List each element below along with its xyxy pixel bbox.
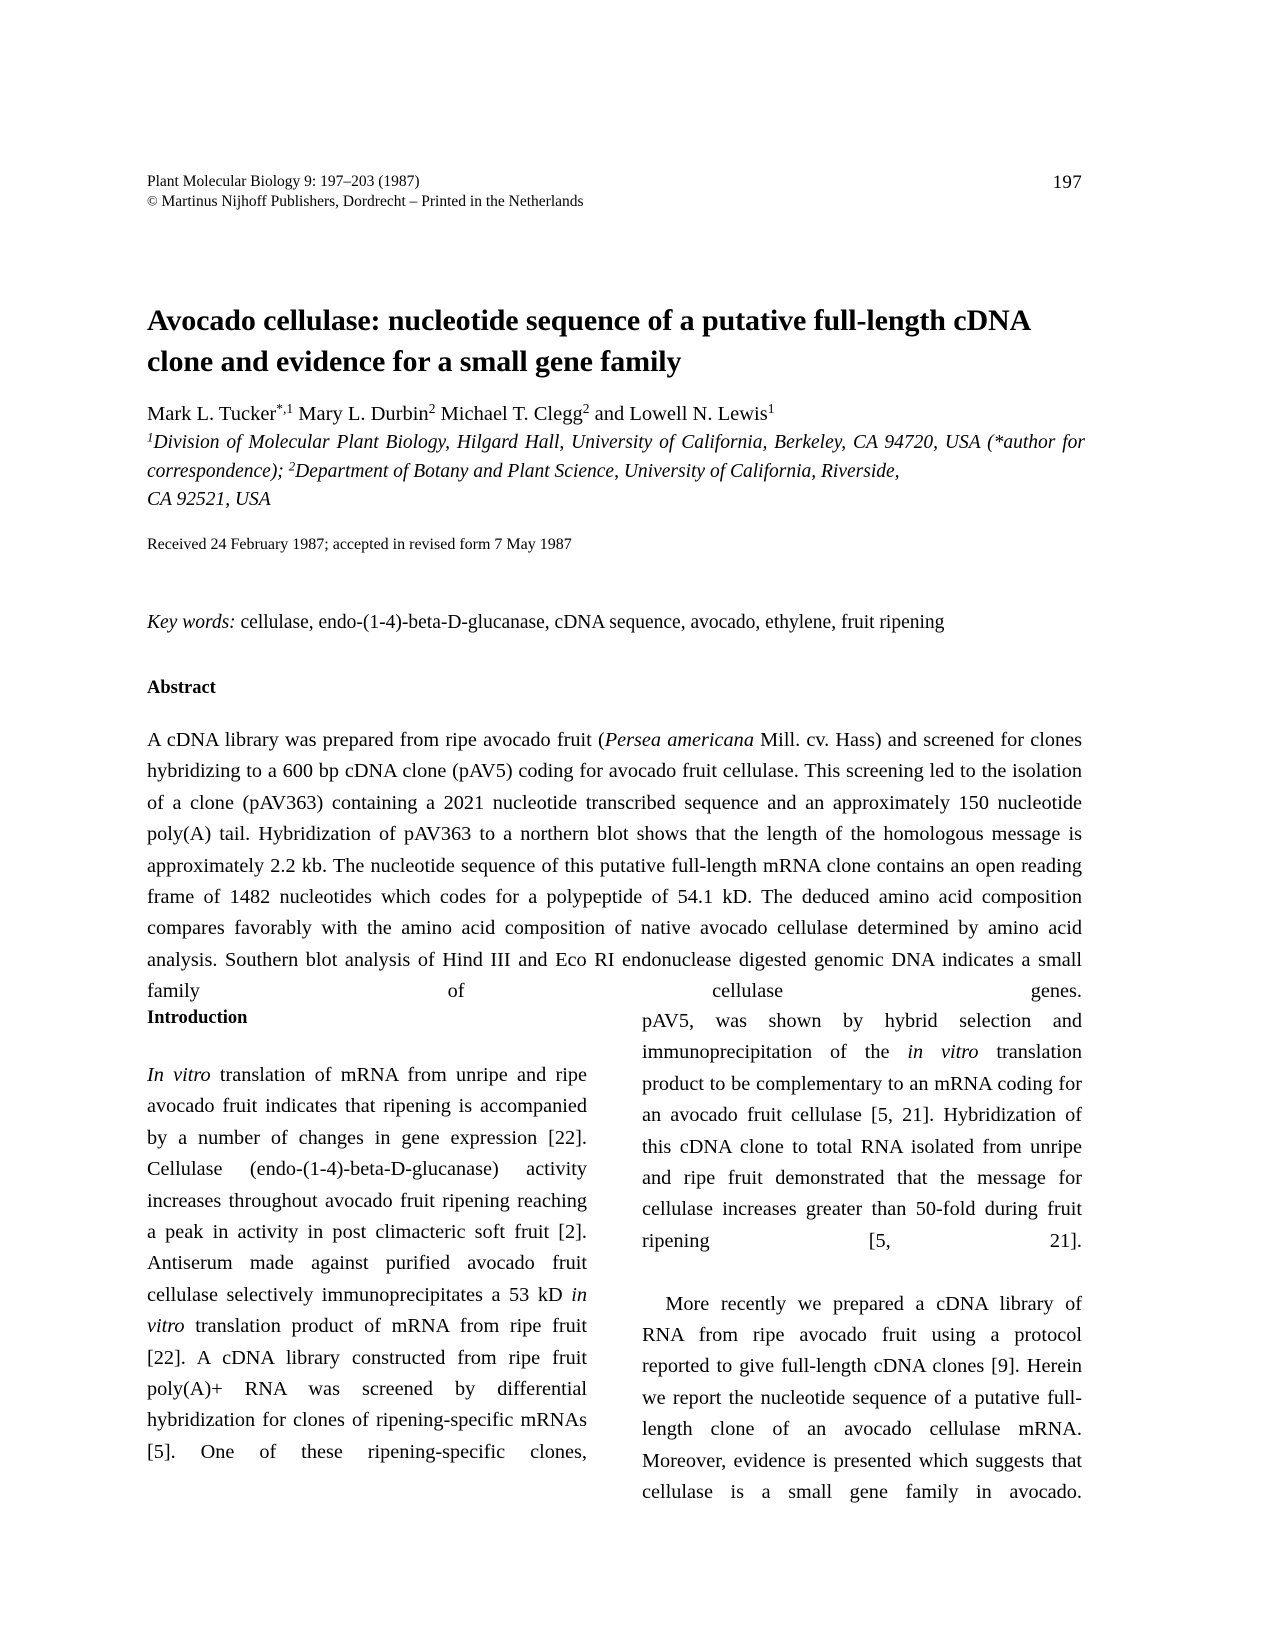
author-name-1: Mark L. Tucker	[147, 403, 277, 425]
left-column	[147, 1006, 587, 1500]
author-mark-4: 1	[767, 400, 775, 416]
author-conjunction: and	[594, 403, 625, 425]
author-list	[147, 400, 1092, 429]
journal-imprint	[147, 172, 584, 213]
author-name-4: Lowell N. Lewis	[629, 403, 768, 425]
author-mark-3: 2	[582, 400, 590, 416]
publisher-line	[147, 192, 584, 213]
intro-paragraph-2: More recently we prepared a cDNA library of RNA from ripe avocado fruit using a protocol reported to give full-length cDNA clones [9]. Herein we report the nucleotide sequence of a putative full-length clone of an avocado cellulase mRNA. Moreover, evidence is presented which suggests that cellulase is a small gene family in avocado.	[642, 1292, 1082, 1504]
intro-cont-text-a: pAV5, was shown by hybrid selection and immunoprecipitation of the	[642, 1010, 1082, 1064]
affiliation-mark-2: 2	[288, 458, 296, 473]
abstract-part-1: A cDNA library was prepared from ripe avocado fruit (	[147, 729, 605, 751]
running-head	[147, 172, 1082, 213]
intro-paragraph-1	[147, 1060, 587, 1500]
affiliation-text-1: Division of Molecular Plant Biology, Hilgard Hall, University of California, Berkeley, CA 94720, USA (*author for correspondence);	[147, 432, 1085, 482]
intro-italic-lead: In vitro	[147, 1064, 211, 1086]
keywords	[147, 610, 1082, 636]
affiliation-mark-1: 1	[147, 430, 154, 445]
body-columns	[147, 1006, 1082, 1504]
section-heading-introduction: Introduction	[147, 1008, 248, 1028]
abstract-paragraph	[147, 725, 1082, 1039]
keywords-list: cellulase, endo-(1-4)-beta-D-glucanase, cDNA sequence, avocado, ethylene, fruit ripening	[240, 612, 945, 633]
right-column	[642, 1006, 1082, 1540]
author-name-3: Michael T. Clegg	[440, 403, 583, 425]
intro-cont-text-b: translation product to be complementary to an mRNA coding for an avocado fruit cellulase [5, 21]. Hybridization of this cDNA clone to total RNA isolated from unripe and ripe fruit demonstrated that the message for cellulase increases greater than 50-fold during fruit ripening [5, 21].	[642, 1041, 1082, 1252]
affiliations	[147, 429, 1085, 515]
title-line-2: clone and evidence for a small gene family	[147, 345, 682, 379]
abstract-part-2: Mill. cv. Hass) and screened for clones hybridizing to a 600 bp cDNA clone (pAV5) coding for avocado fruit cellulase. This screening led to the isolation of a clone (pAV363) containing a 2021 nucleotide transcribed sequence and an approximately 150 nucleotide poly(A) tail. Hybridization of pAV363 to a northern blot shows that the length of the homologous message is approximately 2.2 kb. The nucleotide sequence of this putative full-length mRNA clone contains an open reading frame of 1482 nucleotides which codes for a polypeptide of 54.1 kD. The deduced amino acid composition compares favorably with the amino acid composition of native avocado cellulase determined by amino acid analysis. Southern blot analysis of Hind III and Eco RI endonuclease digested genomic DNA indicates a small family of cellulase genes.	[147, 729, 1083, 1003]
title-line-1: Avocado cellulase: nucleotide sequence of a putative full-length cDNA	[147, 304, 1030, 338]
intro-cont-italic: in vitro	[907, 1041, 979, 1064]
species-name: Persea americana	[604, 729, 754, 751]
abstract-body	[147, 725, 1082, 1039]
received-dates: Received 24 February 1987; accepted in revised form 7 May 1987	[147, 536, 572, 553]
publisher-text: Martinus Nijhoff Publishers, Dordrecht – Printed in the Netherlands	[161, 193, 584, 210]
page-title	[147, 300, 1092, 382]
copyright-icon: ©	[147, 194, 158, 210]
author-mark-1: *,1	[276, 400, 294, 416]
affiliation-text-2: Department of Botany and Plant Science, University of California, Riverside,	[295, 460, 900, 482]
intro-text-a: translation of mRNA from unripe and ripe avocado fruit indicates that ripening is accompanied by a number of changes in gene expression [22]. Cellulase (endo-(1-4)-beta-D-glucanase) activity increases throughout avocado fruit ripening reaching a peak in activity in post climacteric soft fruit [2]. Antiserum made against purified avocado fruit cellulase selectively immunoprecipitates a 53 kD	[147, 1064, 587, 1306]
intro-paragraph-1-continued	[642, 1006, 1082, 1289]
journal-citation-line: Plant Molecular Biology 9: 197–203 (1987)	[147, 173, 420, 190]
author-mark-2: 2	[428, 400, 436, 416]
abstract-heading: Abstract	[147, 678, 216, 698]
page-number: 197	[1052, 172, 1082, 193]
affiliation-text-2-lastline: CA 92521, USA	[147, 489, 271, 510]
intro-italic-mid: in vitro	[147, 1283, 587, 1338]
intro-text-b: translation product of mRNA from ripe fruit [22]. A cDNA library constructed from ripe fruit poly(A)+ RNA was screened by differential hybridization for clones of ripening-specific mRNAs [5]. One of these ripening-specific clones,	[147, 1315, 587, 1463]
author-name-2: Mary L. Durbin	[298, 403, 429, 425]
keywords-label: Key words:	[147, 612, 236, 633]
